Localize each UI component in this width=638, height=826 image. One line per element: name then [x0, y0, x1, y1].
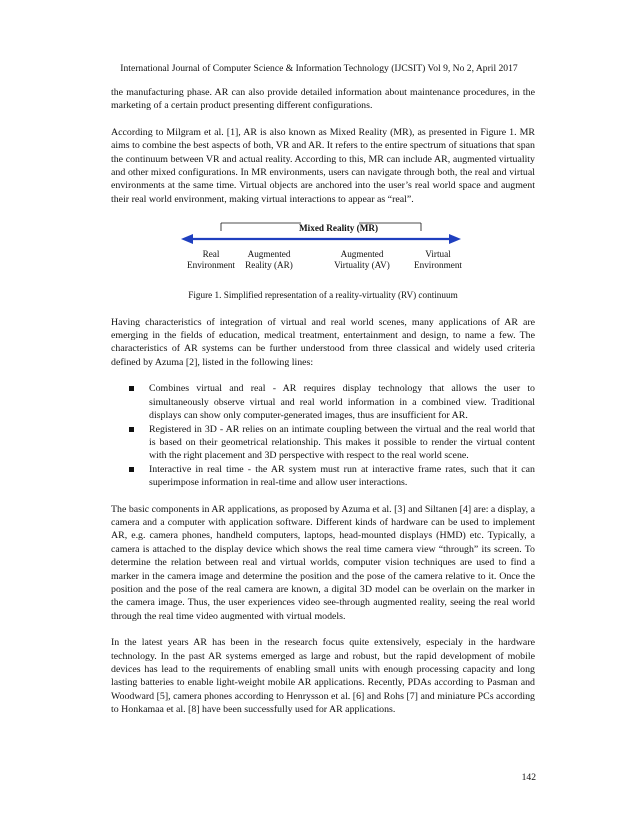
- paragraph-3: Having characteristics of integration of virtual and real world scenes, many applications of AR are emerging in the fields of education, medical treatment, entertainment and design, to name a few. The characteristics of AR systems can be further understood from three classical and widely used criteria defined by Azuma [2], listed in the following lines:: [111, 316, 535, 368]
- label-av-line2: Virtuality (AV): [334, 260, 390, 271]
- label-real-line2: Environment: [187, 260, 235, 271]
- paragraph-4: The basic components in AR applications, as proposed by Azuma et al. [3] and Siltanen [4] are: a display, a camera and a computer with application software. Different kinds of hardware can be used to implement AR, e.g. camera phones, handheld computers, laptops, head-mounted displays (HMD) etc. Typically, a camera is attached to the display device which shows the real time camera view “through” its screen. To determine the relation between real and virtual worlds, computer vision techniques are used to find a marker in the camera image and determine the position and the pose of the camera relative to it. Once the position and the pose of the real camera are known, a digital 3D model can be overlain on the marker in the camera image. Thus, the user experiences video see-through augmented reality, seeing the real world through the real time video augmented with virtual models.: [111, 503, 535, 622]
- continuum-arrowhead-right: [449, 234, 461, 244]
- label-augmented-virtuality: [332, 249, 392, 271]
- criteria-list: [111, 382, 535, 489]
- list-item-text: Combines virtual and real - AR requires display technology that allows the user to simultaneously observe virtual and real world information in a combined view. Traditional displays can show only computer-generated images, thus are insufficient for AR.: [149, 383, 535, 422]
- list-item: [120, 382, 535, 422]
- square-bullet-icon: [129, 467, 134, 472]
- label-ve-line1: Virtual: [425, 249, 451, 260]
- figure-caption: Figure 1. Simplified representation of a reality-virtuality (RV) continuum: [188, 290, 458, 301]
- paragraph-1: the manufacturing phase. AR can also provide detailed information about maintenance procedures, in the marketing of a certain product presenting different configurations.: [111, 87, 535, 112]
- label-ar-line2: Reality (AR): [245, 260, 293, 271]
- page-body: [111, 86, 535, 730]
- figure-rv-continuum: [111, 219, 535, 281]
- square-bullet-icon: [129, 386, 134, 391]
- label-virtual-environment: [413, 249, 463, 271]
- square-bullet-icon: [129, 427, 134, 432]
- paragraph-2: According to Milgram et al. [1], AR is also known as Mixed Reality (MR), as presented in Figure 1. MR aims to combine the best aspects of both, VR and AR. It refers to the entire spectrum of situations that span the continuum between VR and actual reality. According to this, MR can include AR, augmented virtuality and other mixed configurations. In MR environments, users can navigate through both, the real and virtual environments at the same time. Virtual objects are anchored into the user’s real world space and augment their real world environment, making virtual interactions to appear as “real”.: [111, 126, 535, 205]
- running-head: International Journal of Computer Science & Information Technology (IJCSIT) Vol 9, No 2, April 2017: [120, 63, 518, 74]
- label-av-line1: Augmented: [340, 249, 384, 260]
- label-real-line1: Real: [202, 249, 220, 260]
- list-item: [120, 463, 535, 490]
- list-item: [120, 423, 535, 463]
- page-number: 142: [521, 772, 536, 783]
- label-ve-line2: Environment: [414, 260, 462, 271]
- mr-label: Mixed Reality (MR): [299, 223, 379, 234]
- continuum-arrowhead-left: [181, 234, 193, 244]
- label-ar-line1: Augmented: [247, 249, 291, 260]
- paragraph-5: In the latest years AR has been in the research focus quite extensively, especialy in the hardware technology. In the past AR systems emerged as large and robust, but the rapid development of mobile devices has lead to the requirements of enabling small units with enough processing capacity and long lasting batteries to enable light-weight mobile AR applications. Recently, PDAs according to Pasman and Woodward [5], camera phones according to Henrysson et al. [6] and Rohs [7] and miniature PCs according to Honkamaa et al. [8] have been successfully used for AR applications.: [111, 637, 535, 716]
- label-real-environment: [186, 249, 236, 271]
- list-item-text: Interactive in real time - the AR system must run at interactive frame rates, such that it can superimpose information in real-time and allow user interactions.: [149, 463, 535, 489]
- label-augmented-reality: [244, 249, 294, 271]
- list-item-text: Registered in 3D - AR relies on an intimate coupling between the virtual and the real world that is based on their geometrical relationship. This makes it possible to render the virtual content with the right placement and 3D perspective with respect to the real world scene.: [149, 423, 535, 462]
